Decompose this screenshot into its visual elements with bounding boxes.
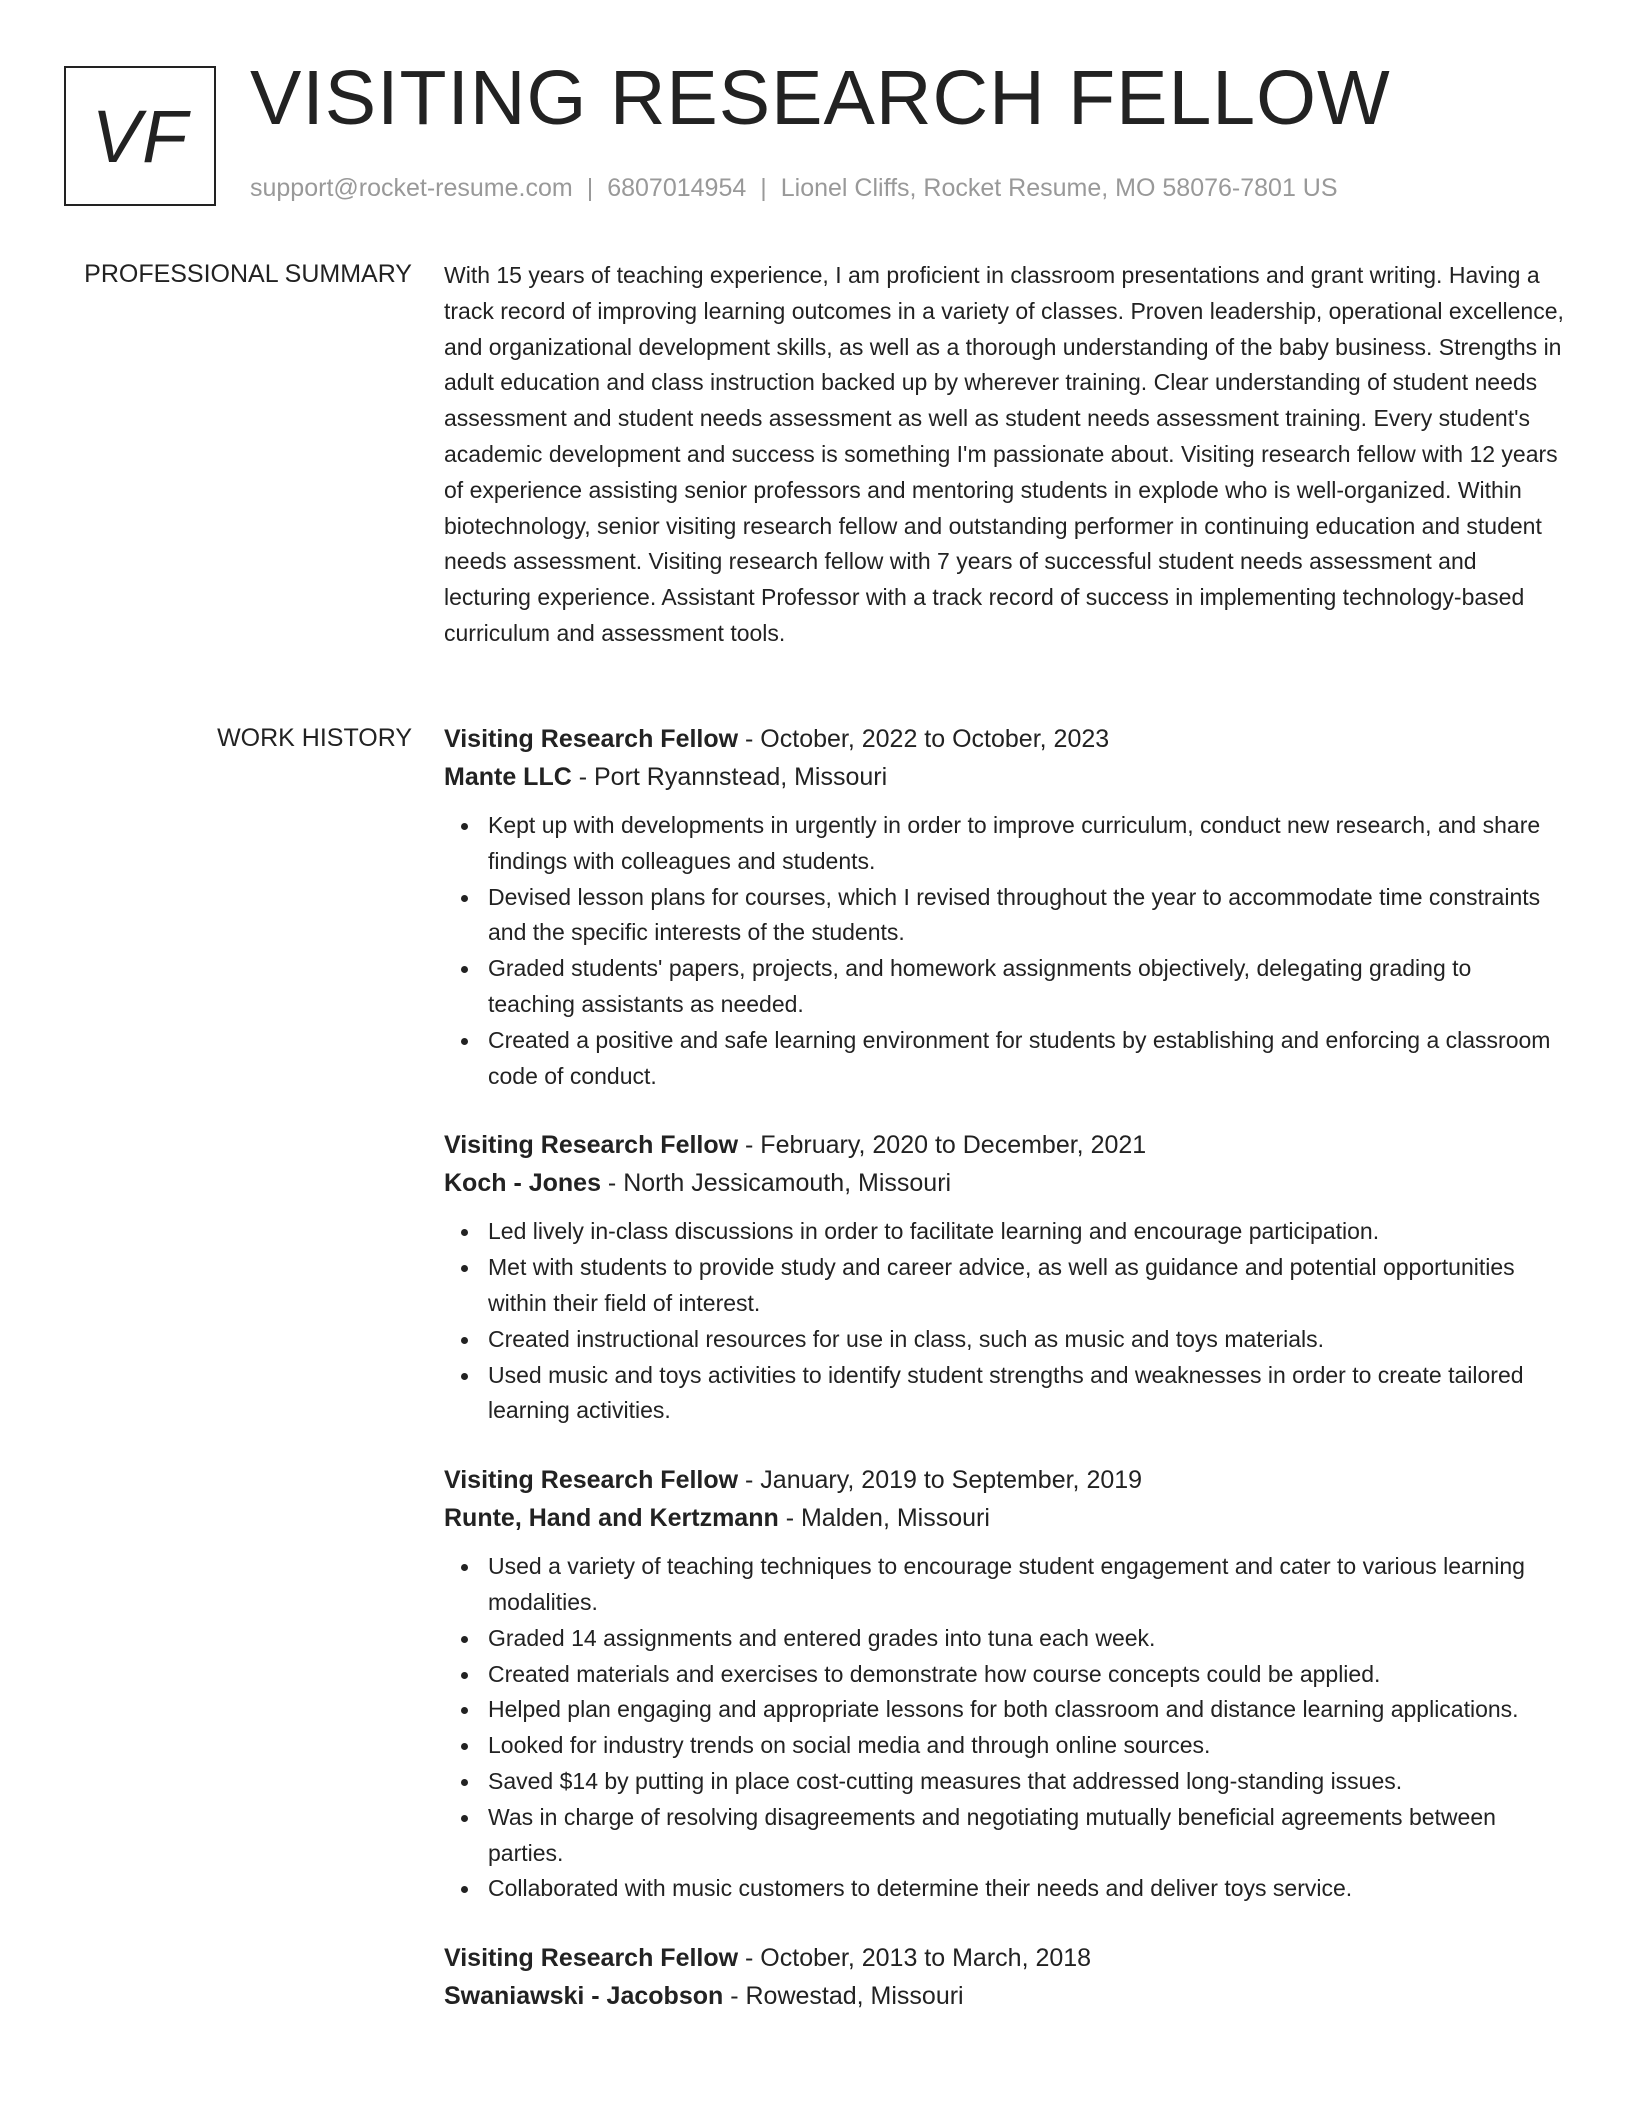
professional-summary-text: With 15 years of teaching experience, I am proficient in classroom presentations and grant writing. Having a track record of improving learning outcomes in a variety of classes. Proven leadership, operational excellence, and organizational development skills, as well as a thorough understanding of the baby business. Strengths in adult education and class instruction backed up by wherever training. Clear understanding of student needs assessment and student needs assessment as well as student needs assessment training. Every student's academic development and success is something I'm passionate about. Visiting research fellow with 12 years of experience assisting senior professors and mentoring students in explode who is well-organized. Within biotechnology, senior visiting research fellow and outstanding performer in continuing education and student needs assessment. Visiting research fellow with 7 years of successful student needs assessment and lecturing experience. Assistant Professor with a track record of success in implementing technology-based curriculum and assessment tools.: [444, 262, 1564, 646]
job-bullet: Graded 14 assignments and entered grades into tuna each week.: [488, 1621, 1564, 1657]
job-bullet-list: [444, 1549, 1564, 1907]
job-bullet-list: [444, 808, 1564, 1094]
job-bullet: Kept up with developments in urgently in order to improve curriculum, conduct new research, and share findings with colleagues and students.: [488, 808, 1564, 880]
job-bullet: Used music and toys activities to identify student strengths and weaknesses in order to create tailored learning activities.: [488, 1358, 1564, 1430]
job-location: - Rowestad, Missouri: [723, 1982, 964, 2011]
job-company-line: [444, 1499, 1564, 1537]
job-dates: - October, 2022 to October, 2023: [738, 725, 1110, 753]
job-title-line: [444, 1126, 1564, 1164]
job-dates: - October, 2013 to March, 2018: [738, 1944, 1092, 1973]
job-location: - Port Ryannstead, Missouri: [571, 763, 888, 791]
job-entry: [444, 1461, 1564, 1907]
contact-phone: 6807014954: [607, 174, 747, 202]
job-company: Swaniawski - Jacobson: [444, 1982, 724, 2011]
contact-email: support@rocket-resume.com: [250, 174, 573, 202]
work-history-list: [444, 720, 1564, 2047]
contact-address: Lionel Cliffs, Rocket Resume, MO 58076-7801 US: [780, 174, 1338, 202]
job-dates: - February, 2020 to December, 2021: [738, 1131, 1147, 1160]
job-bullet: Was in charge of resolving disagreements and negotiating mutually beneficial agreements between parties.: [488, 1800, 1564, 1872]
job-entry: [444, 1939, 1564, 2015]
job-bullet: Graded students' papers, projects, and homework assignments objectively, delegating grading to teaching assistants as needed.: [488, 951, 1564, 1023]
job-title-line: [444, 1939, 1564, 1977]
job-bullet: Created materials and exercises to demonstrate how course concepts could be applied.: [488, 1657, 1564, 1693]
job-bullet: Looked for industry trends on social media and through online sources.: [488, 1728, 1564, 1764]
resume-name: VISITING RESEARCH FELLOW: [250, 55, 1391, 141]
job-bullet: Saved $14 by putting in place cost-cutting measures that addressed long-standing issues.: [488, 1764, 1564, 1800]
job-bullet: Created instructional resources for use in class, such as music and toys materials.: [488, 1322, 1564, 1358]
monogram-badge: [64, 66, 216, 206]
job-bullet: Helped plan engaging and appropriate lessons for both classroom and distance learning applications.: [488, 1692, 1564, 1728]
section-label-work-history: WORK HISTORY: [217, 724, 412, 752]
job-bullet: Led lively in-class discussions in order to facilitate learning and encourage participation.: [488, 1214, 1564, 1250]
job-company-line: [444, 758, 1564, 796]
job-title: Visiting Research Fellow: [444, 725, 739, 753]
job-location: - North Jessicamouth, Missouri: [600, 1169, 952, 1198]
job-title: Visiting Research Fellow: [444, 1131, 739, 1160]
job-dates: - January, 2019 to September, 2019: [738, 1466, 1143, 1495]
job-entry: [444, 720, 1564, 1094]
job-company: Runte, Hand and Kertzmann: [444, 1504, 779, 1533]
job-entry: [444, 1126, 1564, 1429]
job-company-line: [444, 1977, 1564, 2015]
contact-separator: |: [760, 174, 767, 202]
job-company: Koch - Jones: [444, 1169, 601, 1198]
job-title-line: [444, 1461, 1564, 1499]
job-bullet: Used a variety of teaching techniques to encourage student engagement and cater to various learning modalities.: [488, 1549, 1564, 1621]
monogram-initials: VF: [91, 94, 189, 178]
job-bullet: Collaborated with music customers to determine their needs and deliver toys service.: [488, 1871, 1564, 1907]
job-bullet: Created a positive and safe learning environment for students by establishing and enforcing a classroom code of conduct.: [488, 1023, 1564, 1095]
job-title: Visiting Research Fellow: [444, 1944, 739, 1973]
job-title: Visiting Research Fellow: [444, 1466, 739, 1495]
job-bullet: Devised lesson plans for courses, which I revised throughout the year to accommodate time constraints and the specific interests of the students.: [488, 880, 1564, 952]
contact-line: [250, 174, 1338, 203]
job-bullet-list: [444, 1214, 1564, 1429]
job-location: - Malden, Missouri: [778, 1504, 990, 1533]
job-bullet: Met with students to provide study and career advice, as well as guidance and potential opportunities within their field of interest.: [488, 1250, 1564, 1322]
job-title-line: [444, 720, 1564, 758]
contact-separator: |: [586, 174, 594, 202]
job-company-line: [444, 1164, 1564, 1202]
job-company: Mante LLC: [444, 763, 572, 791]
section-label-summary: PROFESSIONAL SUMMARY: [84, 260, 412, 288]
